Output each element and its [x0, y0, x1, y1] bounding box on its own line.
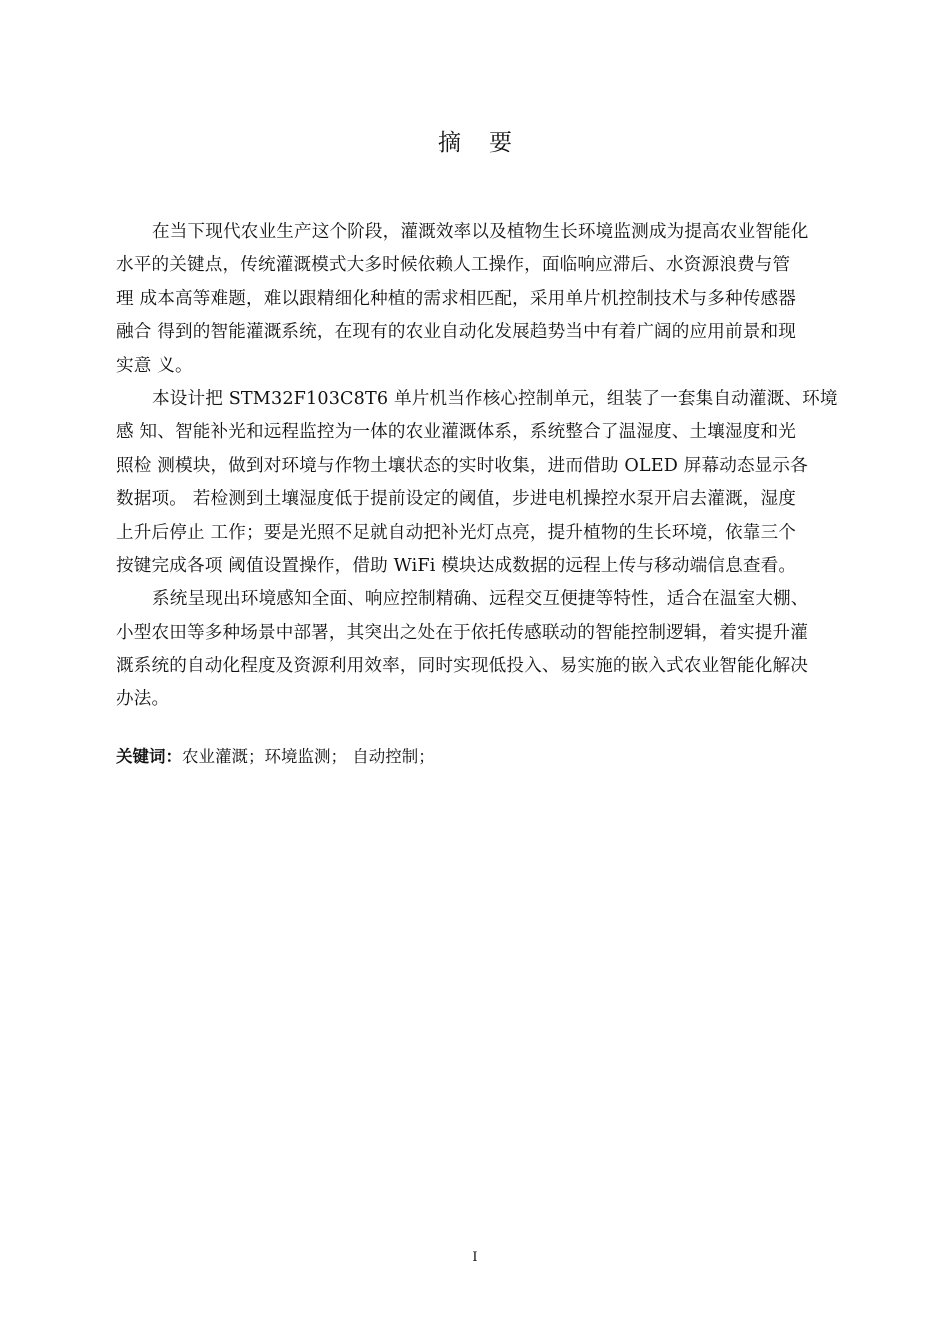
paragraph-2 [116, 383, 861, 583]
text-line: 系统呈现出环境感知全面、响应控制精确、远程交互便捷等特性，适合在温室大棚、 [152, 589, 809, 610]
abstract-body [116, 216, 861, 717]
text-line: 上升后停止 工作；要是光照不足就自动把补光灯点亮，提升植物的生长环境，依靠三个 [116, 522, 797, 543]
text-line: 实意 义。 [116, 355, 193, 376]
text-line: 理 成本高等难题，难以跟精细化种植的需求相匹配，采用单片机控制技术与多种传感器 [116, 288, 797, 309]
title-char: 要 [489, 130, 512, 156]
text-line: 感 知、智能补光和远程监控为一体的农业灌溉体系，系统整合了温湿度、土壤湿度和光 [116, 422, 797, 443]
abstract-title [0, 124, 950, 157]
text-line: 本设计把 STM32F103C8T6 单片机当作核心控制单元，组装了一套集自动灌溉、环境 [152, 388, 838, 409]
page-number: I [472, 1250, 478, 1265]
title-char: 摘 [438, 130, 461, 156]
keywords [116, 745, 435, 769]
text-line: 在当下现代农业生产这个阶段，灌溉效率以及植物生长环境监测成为提高农业智能化 [152, 222, 809, 242]
text-line: 小型农田等多种场景中部署，其突出之处在于依托传感联动的智能控制逻辑，着实提升灌 [116, 622, 809, 643]
text-line: 按键完成各项 阈值设置操作，借助 WiFi 模块达成数据的远程上传与移动端信息查看。 [116, 555, 797, 576]
text-line: 融合 得到的智能灌溉系统，在现有的农业自动化发展趋势当中有着广阔的应用前景和现 [116, 322, 797, 343]
paragraph-3 [116, 583, 861, 717]
text-line: 照检 测模块，做到对环境与作物土壤状态的实时收集，进而借助 OLED 屏幕动态显示各 [116, 455, 808, 476]
text-line: 数据项。 若检测到土壤湿度低于提前设定的阈值，步进电机操控水泵开启去灌溉，湿度 [116, 489, 797, 510]
text-line: 水平的关键点，传统灌溉模式大多时候依赖人工操作，面临响应滞后、水资源浪费与管 [116, 255, 791, 276]
keywords-label: 关键词： [116, 747, 182, 766]
keywords-text: 农业灌溉；环境监测； 自动控制； [182, 747, 435, 766]
paragraph-1 [116, 216, 861, 383]
text-line: 溉系统的自动化程度及资源利用效率，同时实现低投入、易实施的嵌入式农业智能化解决 [116, 656, 809, 677]
text-line: 办法。 [116, 689, 170, 710]
